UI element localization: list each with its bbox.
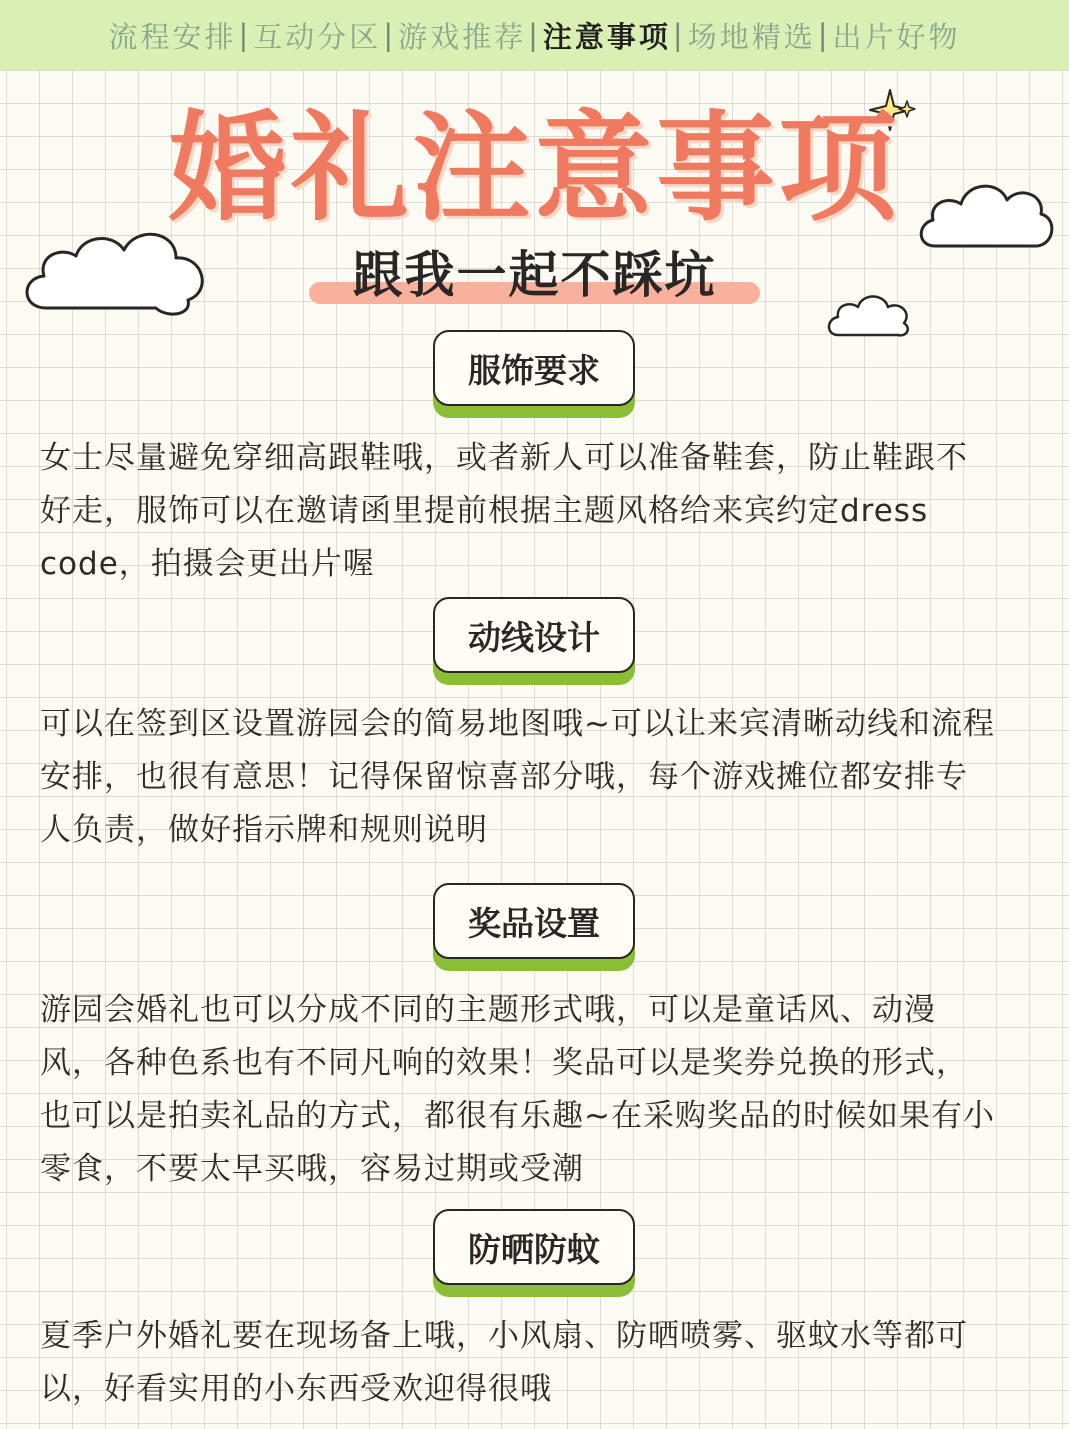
section-body-prizes bbox=[40, 984, 1040, 1196]
nav-separator: | bbox=[528, 18, 541, 52]
heading-label: 防晒防蚊 bbox=[433, 1209, 635, 1285]
page-title: 婚礼注意事项 bbox=[168, 99, 901, 237]
nav-separator: | bbox=[383, 18, 397, 52]
text-line: 女士尽量避免穿细高跟鞋哦，或者新人可以准备鞋套，防止鞋跟不 bbox=[40, 440, 968, 476]
text-line: 人负责，做好指示牌和规则说明 bbox=[40, 812, 488, 848]
nav-item-venues[interactable]: 场地精选 bbox=[687, 19, 816, 54]
text-line: 安排，也很有意思！记得保留惊喜部分哦，每个游戏摊位都安排专 bbox=[40, 759, 968, 795]
page-subtitle: 跟我一起不踩坑 bbox=[352, 246, 717, 304]
heading-label: 服饰要求 bbox=[433, 330, 635, 406]
text-line: 以，好看实用的小东西受欢迎得很哦 bbox=[40, 1371, 552, 1407]
section-heading-attire bbox=[433, 330, 635, 406]
nav-item-notes[interactable]: 注意事项 bbox=[542, 19, 671, 54]
section-heading-sun-bugs bbox=[433, 1209, 635, 1285]
heading-label: 奖品设置 bbox=[433, 883, 635, 959]
text-line: code，拍摄会更出片喔 bbox=[40, 546, 375, 582]
nav-item-zones[interactable]: 互动分区 bbox=[253, 19, 382, 54]
section-heading-route bbox=[433, 597, 635, 673]
text-line: 夏季户外婚礼要在现场备上哦，小风扇、防晒喷雾、驱蚊水等都可 bbox=[40, 1318, 968, 1354]
heading-label: 动线设计 bbox=[433, 597, 635, 673]
text-line: 游园会婚礼也可以分成不同的主题形式哦，可以是童话风、动漫 bbox=[40, 992, 936, 1028]
section-body-attire bbox=[40, 432, 1040, 591]
nav-separator: | bbox=[672, 18, 686, 52]
section-heading-prizes bbox=[433, 883, 635, 959]
text-line: 也可以是拍卖礼品的方式，都很有乐趣~在采购奖品的时候如果有小 bbox=[40, 1098, 995, 1134]
text-line: 好走，服饰可以在邀请函里提前根据主题风格给来宾约定dress bbox=[40, 493, 929, 529]
text-line: 风，各种色系也有不同凡响的效果！奖品可以是奖券兑换的形式， bbox=[40, 1045, 968, 1081]
top-nav bbox=[0, 0, 1069, 70]
nav-separator: | bbox=[238, 18, 252, 52]
nav-item-goods[interactable]: 出片好物 bbox=[832, 19, 961, 54]
nav-item-games[interactable]: 游戏推荐 bbox=[398, 19, 527, 54]
section-body-route bbox=[40, 698, 1040, 857]
section-body-sun-bugs bbox=[40, 1310, 1040, 1416]
text-line: 可以在签到区设置游园会的简易地图哦~可以让来宾清晰动线和流程 bbox=[40, 706, 995, 742]
nav-item-process[interactable]: 流程安排 bbox=[108, 19, 237, 54]
nav-separator: | bbox=[817, 18, 831, 52]
text-line: 零食，不要太早买哦，容易过期或受潮 bbox=[40, 1151, 584, 1187]
